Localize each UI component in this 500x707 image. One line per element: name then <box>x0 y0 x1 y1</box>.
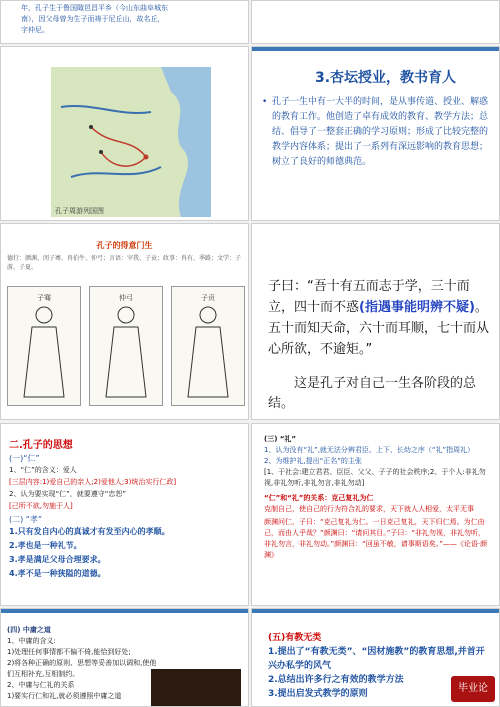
slide-8 <box>251 423 500 606</box>
slide-7 <box>0 423 249 606</box>
ren-li-relation: “仁”和“礼”的关系：克己复礼为仁 <box>264 494 374 502</box>
slide1-line1: 年，孔子生于鲁国陬邑昌平乡（今山东曲阜城东 <box>21 4 168 12</box>
ren-line-4: [己所不欲,勿施于人] <box>9 502 73 510</box>
quote-part-a: 子曰：“吾十有五而志于学，三十而立，四十而不惑 <box>268 279 470 315</box>
ren-line-1: 1、“仁”的含义：爱人 <box>9 466 77 474</box>
xiao-line-4: 4.孝不是一种狭隘的道德。 <box>9 569 106 578</box>
top-bar <box>252 47 499 51</box>
slide7-title: 二.孔子的思想 <box>9 440 73 451</box>
yj-line-3: 3.提出启发式教学的原则 <box>268 689 368 699</box>
ren-line-2: [三层内容:1)爱自己的亲人;2)爱他人;3)统治实行仁政] <box>9 478 177 486</box>
section-xiao: (二) “孝” <box>9 515 43 524</box>
slide-5 <box>0 223 249 420</box>
slide1-line3: 字仲尼。 <box>21 26 49 34</box>
section-youjiao: (五)有教无类 <box>268 633 322 643</box>
li-line-3: [1、于社会:建立君君、臣臣、父父、子子的社会秩序;2、于个人:非礼勿视,非礼勿听,非礼勿言,非礼勿动] <box>264 468 486 487</box>
ren-li-text-1: 克制自己，使自己的行为符合礼的要求，天下就人人相爱，太平无事 <box>264 505 474 513</box>
zy-line-2: 1)处理任何事情都不偏不倚,能恰到好处; <box>7 648 131 656</box>
portrait-2 <box>89 286 163 406</box>
yj-line-2: 2.总结出许多行之有效的教学方法 <box>268 675 404 685</box>
zy-line-1: 1、中庸的含义: <box>7 637 56 645</box>
xiao-line-1: 1.只有发自内心的真诚才有发至内心的孝顺。 <box>9 527 170 536</box>
zy-line-3: 2)将各种正确的原则、思想等妥善加以调和,使他们互相补充,互相制约。 <box>7 659 157 678</box>
li-line-1: 1、认为没有“礼”,就无法分辨君臣、上下、长幼之序（“礼”指周礼） <box>264 446 475 454</box>
ren-line-3: 2、认为要实现“仁”，就要遵守“忠恕” <box>9 490 126 498</box>
portrait-3-label: 子贡 <box>201 294 215 302</box>
quote-part-b: (指遇事能明辨不疑) <box>359 300 475 315</box>
slide-10 <box>251 608 500 707</box>
portrait-2-label: 仲弓 <box>119 294 133 302</box>
bullet-icon: • <box>262 97 268 107</box>
photo-image <box>151 669 241 707</box>
figure-icon <box>8 287 80 405</box>
top-bar <box>252 609 499 613</box>
xiao-line-2: 2.孝也是一种礼节。 <box>9 541 82 550</box>
slide-1 <box>0 0 249 44</box>
portrait-3 <box>171 286 245 406</box>
zy-line-4: 2、中庸与仁礼的关系 <box>7 681 75 689</box>
quote-part-c: 。五十而知天命，六十而耳顺，七十而从心所欲，不逾矩。” <box>268 300 490 357</box>
summary: 这是孔子对自己一生各阶段的总结。 <box>268 376 477 411</box>
yj-line-1: 1.提出了“有教无类”、“因材施教”的教育思想,并首开兴办私学的风气 <box>268 647 485 671</box>
slide4-text: 孔子一生中有一大半的时间，是从事传道、授业、解惑的教育工作。他创造了卓有成效的教育、教学方法；总结、倡导了一整套正确的学习原则；形成了比较完整的教学内容体系；提出了一系列有深远影响的教育思想；树立了良好的师德典范。 <box>272 97 489 167</box>
li-line-2: 2、为维护礼,提出“正名”的主张 <box>264 457 362 465</box>
confucius-quote <box>268 276 491 360</box>
slide-6 <box>251 223 500 420</box>
slide-2 <box>251 0 500 44</box>
disciples-header: 孔子的得意门生 <box>96 241 153 250</box>
top-bar <box>1 609 248 613</box>
figure-icon <box>90 287 162 405</box>
ren-li-text-2: 颜渊问仁，子曰：“克己复礼为仁。一日克己复礼，天下归仁焉。为仁由己，而由人乎哉？”颜渊曰：“请问其目。”子曰：“非礼勿视，非礼勿听，非礼勿言，非礼勿动。”颜渊曰：“回虽不敏，请事斯语矣。”——《论语·颜渊》 <box>264 518 488 559</box>
map-caption: 孔子周游列国图 <box>55 207 104 215</box>
section-zhongyong: (四) 中庸之道 <box>7 626 51 634</box>
slide-9 <box>0 608 249 707</box>
zy-line-5: 1)要实行仁和礼,就必须遵照中庸之道 <box>7 692 122 700</box>
portrait-1-label: 子骞 <box>37 294 51 302</box>
section-ren: (一)“仁” <box>9 454 40 463</box>
slide-4 <box>251 46 500 221</box>
slide4-title: 3.杏坛授业，教书育人 <box>314 70 457 86</box>
portrait-1 <box>7 286 81 406</box>
watermark-stamp: 毕业论 <box>451 676 495 702</box>
slide1-line2: 南），因父母曾为生子而祷于尼丘山，故名丘， <box>21 15 165 23</box>
disciples-list: 德行：颜渊、闵子骞、冉伯牛、仲弓；言语：宰我、子贡；政事：冉有、季路；文学：子游、子夏。 <box>7 255 242 271</box>
slide-3 <box>0 46 249 221</box>
xiao-line-3: 3.孝是满足父母合理要求。 <box>9 555 106 564</box>
figure-icon <box>172 287 244 405</box>
section-li: (三) “礼” <box>264 435 297 443</box>
travel-map <box>51 67 211 217</box>
